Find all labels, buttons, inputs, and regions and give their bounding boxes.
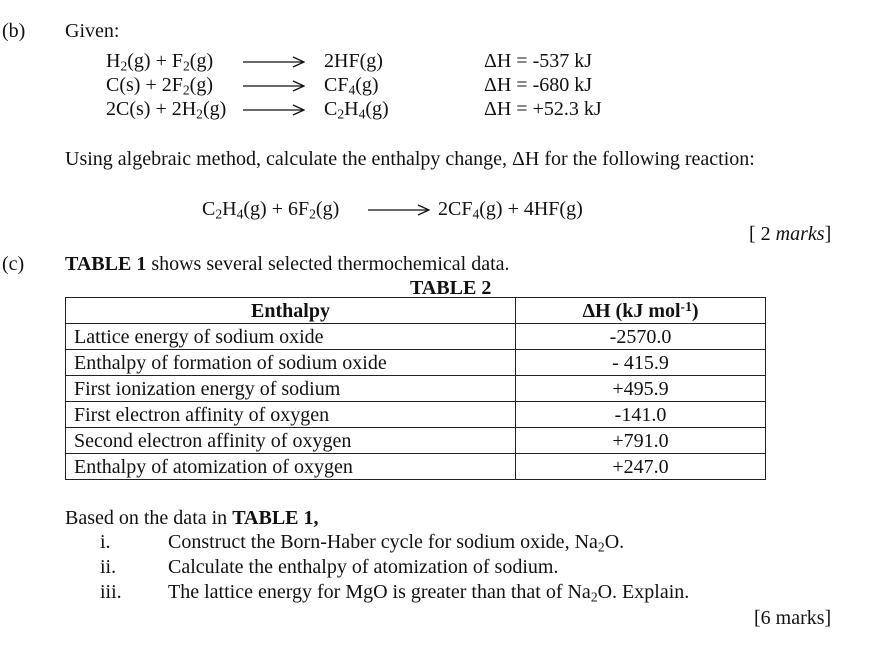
row-label: Enthalpy of formation of sodium oxide xyxy=(66,350,516,376)
column-header-enthalpy: Enthalpy xyxy=(66,298,516,324)
reaction-arrow-icon xyxy=(243,80,305,92)
row-value: -141.0 xyxy=(516,402,766,428)
reaction-arrow-icon xyxy=(368,204,430,216)
question-text: Construct the Born-Haber cycle for sodium oxide, $Na_2O$. xyxy=(168,531,625,555)
part-b-marks: [ 2 marks] xyxy=(749,223,832,245)
part-c-label: (c) xyxy=(2,253,25,275)
row-label: Second electron affinity of oxygen xyxy=(66,428,516,454)
reaction-arrow-icon xyxy=(243,104,305,116)
equation-3-enthalpy: ΔH = +52.3 kJ xyxy=(484,98,602,120)
row-value: +791.0 xyxy=(516,428,766,454)
equation-2-reactants: $C(s) + 2F_2(g)$ xyxy=(106,74,213,98)
equation-3-reactants: $2C(s) + 2H_2(g)$ xyxy=(106,98,227,122)
target-reaction-products: $2CF_4(g) + 4HF(g)$ xyxy=(438,198,583,222)
table-caption: TABLE 2 xyxy=(410,277,492,299)
equation-1-enthalpy: ΔH = -537 kJ xyxy=(484,50,593,72)
row-value: -2570.0 xyxy=(516,324,766,350)
equation-2-enthalpy: ΔH = -680 kJ xyxy=(484,74,593,96)
row-label: Enthalpy of atomization of oxygen xyxy=(66,454,516,480)
question-number: ii. xyxy=(100,556,117,578)
part-c-marks: [6 marks] xyxy=(754,607,832,629)
table-row xyxy=(66,402,766,428)
table-header-row xyxy=(66,298,766,324)
part-b-label: (b) xyxy=(2,20,26,42)
question-text: Calculate the enthalpy of atomization of sodium. xyxy=(168,556,559,578)
equation-1-reactants: $H_2(g) + F_2(g)$ xyxy=(106,50,214,74)
table-row xyxy=(66,428,766,454)
row-value: - 415.9 xyxy=(516,350,766,376)
table-row xyxy=(66,376,766,402)
table-row xyxy=(66,350,766,376)
table-row xyxy=(66,454,766,480)
table-row xyxy=(66,324,766,350)
reaction-arrow-icon xyxy=(243,56,305,68)
row-value: +247.0 xyxy=(516,454,766,480)
part-b-instruction: Using algebraic method, calculate the enthalpy change, ΔH for the following reaction: xyxy=(65,148,755,170)
row-label: First ionization energy of sodium xyxy=(66,376,516,402)
row-label: First electron affinity of oxygen xyxy=(66,402,516,428)
given-heading: Given: xyxy=(65,20,120,42)
column-header-delta-h: ΔH (kJ mol$^{-1}$) xyxy=(516,298,766,324)
question-number: i. xyxy=(100,531,111,553)
part-c-intro: TABLE 1 shows several selected thermochemical data. xyxy=(65,253,510,275)
question-text: The lattice energy for MgO is greater than that of $Na_2O$. Explain. xyxy=(168,581,690,605)
row-value: +495.9 xyxy=(516,376,766,402)
equation-3-products: $C_2H_4(g)$ xyxy=(324,98,389,122)
row-label: Lattice energy of sodium oxide xyxy=(66,324,516,350)
based-on-data-line: Based on the data in TABLE 1, xyxy=(65,507,319,529)
question-number: iii. xyxy=(100,581,122,603)
equation-2-products: $CF_4(g)$ xyxy=(324,74,379,98)
thermochemical-data-table xyxy=(65,297,766,480)
target-reaction-reactants: $C_2H_4(g) + 6F_2(g)$ xyxy=(202,198,340,222)
equation-1-products: 2HF(g) xyxy=(324,50,383,72)
